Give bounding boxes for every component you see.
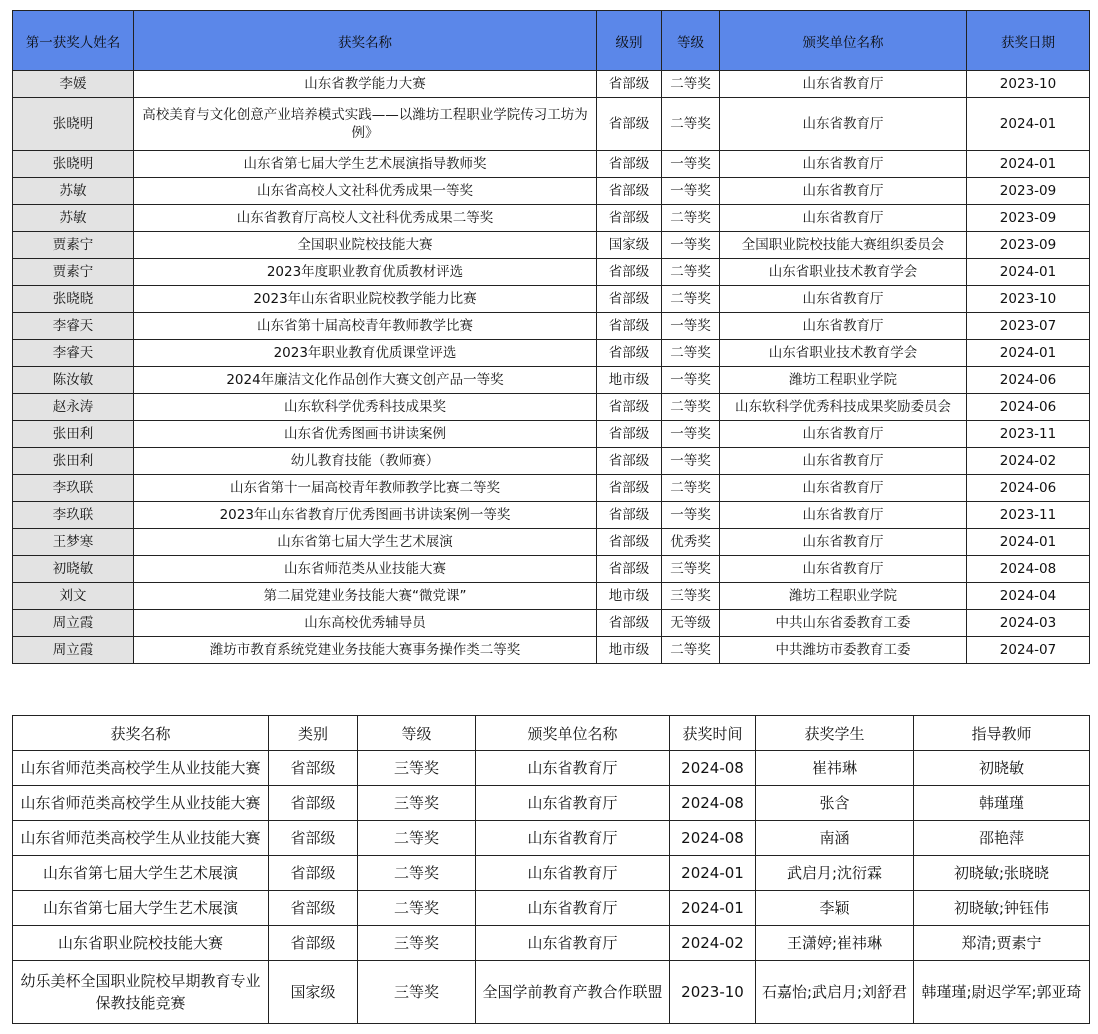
table-row: [13, 786, 1090, 821]
cell-grade: 一等奖: [662, 367, 720, 394]
table-row: [13, 259, 1090, 286]
cell-grade: 优秀奖: [662, 529, 720, 556]
cell-first-winner: 李玖联: [13, 502, 134, 529]
cell-first-winner: 张晓明: [13, 151, 134, 178]
cell-date: 2024-01: [967, 340, 1090, 367]
column-header-level: 级别: [597, 11, 662, 71]
cell-award-name: 山东省第七届大学生艺术展演指导教师奖: [134, 151, 597, 178]
cell-grade: 二等奖: [662, 394, 720, 421]
column-header-award-time: 获奖时间: [670, 716, 756, 751]
cell-award-time: 2024-01: [670, 856, 756, 891]
table-row: [13, 529, 1090, 556]
cell-award-name: 山东软科学优秀科技成果奖: [134, 394, 597, 421]
table-row: [13, 151, 1090, 178]
cell-issuer: 山东省教育厅: [720, 313, 967, 340]
cell-first-winner: 贾素宁: [13, 232, 134, 259]
cell-date: 2023-09: [967, 232, 1090, 259]
cell-students: 张含: [756, 786, 914, 821]
cell-issuer: 山东省教育厅: [720, 556, 967, 583]
cell-award-name: 山东省教育厅高校人文社科优秀成果二等奖: [134, 205, 597, 232]
cell-first-winner: 李玖联: [13, 475, 134, 502]
column-header-issuer: 颁奖单位名称: [720, 11, 967, 71]
cell-award-name: 山东省职业院校技能大赛: [13, 926, 269, 961]
cell-date: 2024-07: [967, 637, 1090, 664]
table-row: [13, 821, 1090, 856]
cell-first-winner: 张田利: [13, 448, 134, 475]
cell-level: 省部级: [597, 259, 662, 286]
cell-first-winner: 张晓明: [13, 98, 134, 151]
table-row: [13, 71, 1090, 98]
cell-award-name: 山东省师范类从业技能大赛: [134, 556, 597, 583]
cell-date: 2023-09: [967, 178, 1090, 205]
cell-issuer: 山东省职业技术教育学会: [720, 259, 967, 286]
table-row: [13, 891, 1090, 926]
table-row: [13, 856, 1090, 891]
cell-issuer: 山东软科学优秀科技成果奖励委员会: [720, 394, 967, 421]
cell-grade: 二等奖: [662, 71, 720, 98]
table-row: [13, 394, 1090, 421]
cell-award-name: 山东省师范类高校学生从业技能大赛: [13, 821, 269, 856]
cell-category: 省部级: [269, 786, 358, 821]
cell-issuer: 山东省教育厅: [720, 448, 967, 475]
cell-date: 2023-11: [967, 421, 1090, 448]
cell-date: 2023-09: [967, 205, 1090, 232]
cell-date: 2024-06: [967, 475, 1090, 502]
cell-issuer: 山东省教育厅: [476, 751, 670, 786]
cell-date: 2023-11: [967, 502, 1090, 529]
table-row: [13, 475, 1090, 502]
cell-students: 武启月;沈衍霖: [756, 856, 914, 891]
cell-grade: 一等奖: [662, 232, 720, 259]
table-row: [13, 583, 1090, 610]
cell-students: 王潇婷;崔祎琳: [756, 926, 914, 961]
cell-issuer: 山东省教育厅: [720, 502, 967, 529]
cell-award-time: 2024-01: [670, 891, 756, 926]
table-row: [13, 313, 1090, 340]
cell-grade: 无等级: [662, 610, 720, 637]
cell-award-name: 山东省教学能力大赛: [134, 71, 597, 98]
cell-award-name: 山东省高校人文社科优秀成果一等奖: [134, 178, 597, 205]
cell-award-name: 山东高校优秀辅导员: [134, 610, 597, 637]
table-row: [13, 502, 1090, 529]
cell-award-name: 2024年廉洁文化作品创作大赛文创产品一等奖: [134, 367, 597, 394]
cell-grade: 二等奖: [662, 98, 720, 151]
cell-level: 地市级: [597, 367, 662, 394]
cell-students: 李颖: [756, 891, 914, 926]
cell-level: 地市级: [597, 583, 662, 610]
cell-level: 省部级: [597, 394, 662, 421]
cell-first-winner: 李睿天: [13, 313, 134, 340]
cell-category: 国家级: [269, 961, 358, 1024]
cell-award-name: 高校美育与文化创意产业培养模式实践——以潍坊工程职业学院传习工坊为例》: [134, 98, 597, 151]
cell-date: 2024-03: [967, 610, 1090, 637]
cell-first-winner: 刘文: [13, 583, 134, 610]
cell-issuer: 全国职业院校技能大赛组织委员会: [720, 232, 967, 259]
cell-grade: 一等奖: [662, 502, 720, 529]
cell-issuer: 山东省职业技术教育学会: [720, 340, 967, 367]
cell-level: 省部级: [597, 502, 662, 529]
cell-issuer: 山东省教育厅: [476, 891, 670, 926]
cell-grade: 三等奖: [358, 961, 476, 1024]
cell-issuer: 山东省教育厅: [720, 421, 967, 448]
column-header-grade: 等级: [662, 11, 720, 71]
column-header-students: 获奖学生: [756, 716, 914, 751]
cell-grade: 二等奖: [662, 286, 720, 313]
cell-level: 省部级: [597, 151, 662, 178]
faculty-awards-table: [12, 10, 1090, 664]
cell-award-name: 2023年山东省职业院校教学能力比赛: [134, 286, 597, 313]
cell-issuer: 山东省教育厅: [476, 856, 670, 891]
cell-award-time: 2024-08: [670, 786, 756, 821]
cell-issuer: 中共潍坊市委教育工委: [720, 637, 967, 664]
cell-date: 2023-10: [967, 71, 1090, 98]
cell-award-name: 2023年职业教育优质课堂评选: [134, 340, 597, 367]
cell-issuer: 山东省教育厅: [476, 821, 670, 856]
cell-grade: 二等奖: [662, 340, 720, 367]
cell-date: 2023-10: [967, 286, 1090, 313]
table-row: [13, 751, 1090, 786]
cell-grade: 三等奖: [358, 751, 476, 786]
cell-first-winner: 张田利: [13, 421, 134, 448]
cell-first-winner: 苏敏: [13, 205, 134, 232]
cell-grade: 三等奖: [662, 583, 720, 610]
cell-first-winner: 周立霞: [13, 637, 134, 664]
cell-category: 省部级: [269, 821, 358, 856]
cell-level: 省部级: [597, 529, 662, 556]
cell-level: 省部级: [597, 205, 662, 232]
column-header-category: 类别: [269, 716, 358, 751]
cell-grade: 一等奖: [662, 421, 720, 448]
cell-grade: 一等奖: [662, 151, 720, 178]
cell-advisors: 初晓敏;钟钰伟: [914, 891, 1090, 926]
table-header-row: [13, 11, 1090, 71]
cell-students: 石嘉怡;武启月;刘舒君: [756, 961, 914, 1024]
cell-first-winner: 贾素宁: [13, 259, 134, 286]
cell-issuer: 山东省教育厅: [720, 529, 967, 556]
column-header-award-name: 获奖名称: [13, 716, 269, 751]
cell-issuer: 山东省教育厅: [720, 151, 967, 178]
cell-date: 2024-06: [967, 394, 1090, 421]
cell-grade: 三等奖: [358, 786, 476, 821]
cell-grade: 二等奖: [662, 205, 720, 232]
cell-first-winner: 李媛: [13, 71, 134, 98]
cell-level: 国家级: [597, 232, 662, 259]
table-row: [13, 961, 1090, 1024]
cell-category: 省部级: [269, 856, 358, 891]
cell-issuer: 山东省教育厅: [720, 286, 967, 313]
cell-date: 2024-08: [967, 556, 1090, 583]
cell-award-time: 2024-08: [670, 751, 756, 786]
table-row: [13, 340, 1090, 367]
cell-first-winner: 王梦寒: [13, 529, 134, 556]
cell-category: 省部级: [269, 891, 358, 926]
cell-students: 崔祎琳: [756, 751, 914, 786]
table-row: [13, 232, 1090, 259]
cell-award-name: 山东省师范类高校学生从业技能大赛: [13, 751, 269, 786]
cell-advisors: 郑清;贾素宁: [914, 926, 1090, 961]
cell-award-name: 潍坊市教育系统党建业务技能大赛事务操作类二等奖: [134, 637, 597, 664]
cell-date: 2024-01: [967, 529, 1090, 556]
cell-first-winner: 陈汝敏: [13, 367, 134, 394]
cell-grade: 二等奖: [358, 856, 476, 891]
cell-first-winner: 张晓晓: [13, 286, 134, 313]
cell-grade: 二等奖: [662, 475, 720, 502]
column-header-issuer: 颁奖单位名称: [476, 716, 670, 751]
cell-issuer: 中共山东省委教育工委: [720, 610, 967, 637]
cell-award-name: 2023年度职业教育优质教材评选: [134, 259, 597, 286]
cell-grade: 二等奖: [358, 891, 476, 926]
table-row: [13, 98, 1090, 151]
column-header-first-winner: 第一获奖人姓名: [13, 11, 134, 71]
cell-issuer: 山东省教育厅: [720, 98, 967, 151]
cell-issuer: 山东省教育厅: [476, 786, 670, 821]
cell-level: 省部级: [597, 556, 662, 583]
cell-level: 省部级: [597, 448, 662, 475]
cell-level: 省部级: [597, 313, 662, 340]
table-row: [13, 448, 1090, 475]
cell-level: 省部级: [597, 610, 662, 637]
cell-date: 2024-04: [967, 583, 1090, 610]
cell-issuer: 全国学前教育产教合作联盟: [476, 961, 670, 1024]
cell-level: 省部级: [597, 71, 662, 98]
cell-date: 2024-01: [967, 151, 1090, 178]
cell-issuer: 山东省教育厅: [720, 71, 967, 98]
table-row: [13, 556, 1090, 583]
cell-issuer: 潍坊工程职业学院: [720, 367, 967, 394]
cell-date: 2024-06: [967, 367, 1090, 394]
cell-advisors: 韩瑾瑾: [914, 786, 1090, 821]
cell-issuer: 潍坊工程职业学院: [720, 583, 967, 610]
column-header-award-name: 获奖名称: [134, 11, 597, 71]
cell-award-name: 2023年山东省教育厅优秀图画书讲读案例一等奖: [134, 502, 597, 529]
cell-category: 省部级: [269, 751, 358, 786]
column-header-advisors: 指导教师: [914, 716, 1090, 751]
cell-award-name: 山东省第七届大学生艺术展演: [13, 856, 269, 891]
cell-first-winner: 赵永涛: [13, 394, 134, 421]
cell-grade: 二等奖: [662, 637, 720, 664]
cell-award-name: 山东省师范类高校学生从业技能大赛: [13, 786, 269, 821]
cell-grade: 三等奖: [662, 556, 720, 583]
cell-grade: 一等奖: [662, 178, 720, 205]
cell-first-winner: 苏敏: [13, 178, 134, 205]
cell-first-winner: 李睿天: [13, 340, 134, 367]
table-row: [13, 286, 1090, 313]
table-row: [13, 421, 1090, 448]
cell-award-name: 全国职业院校技能大赛: [134, 232, 597, 259]
column-header-date: 获奖日期: [967, 11, 1090, 71]
cell-award-name: 山东省第十一届高校青年教师教学比赛二等奖: [134, 475, 597, 502]
table-row: [13, 610, 1090, 637]
cell-grade: 二等奖: [662, 259, 720, 286]
column-header-grade: 等级: [358, 716, 476, 751]
cell-award-name: 幼乐美杯全国职业院校早期教育专业保教技能竞赛: [13, 961, 269, 1024]
table-row: [13, 926, 1090, 961]
cell-award-time: 2023-10: [670, 961, 756, 1024]
cell-date: 2024-01: [967, 259, 1090, 286]
cell-award-name: 山东省第十届高校青年教师教学比赛: [134, 313, 597, 340]
table-row: [13, 178, 1090, 205]
cell-advisors: 邵艳萍: [914, 821, 1090, 856]
cell-grade: 一等奖: [662, 448, 720, 475]
cell-level: 省部级: [597, 286, 662, 313]
cell-issuer: 山东省教育厅: [720, 178, 967, 205]
cell-grade: 三等奖: [358, 926, 476, 961]
cell-award-name: 山东省第七届大学生艺术展演: [13, 891, 269, 926]
table-row: [13, 205, 1090, 232]
cell-level: 地市级: [597, 637, 662, 664]
cell-award-name: 第二届党建业务技能大赛“微党课”: [134, 583, 597, 610]
cell-level: 省部级: [597, 340, 662, 367]
cell-award-time: 2024-02: [670, 926, 756, 961]
cell-issuer: 山东省教育厅: [476, 926, 670, 961]
student-awards-table: [12, 715, 1090, 1024]
cell-level: 省部级: [597, 178, 662, 205]
cell-advisors: 初晓敏: [914, 751, 1090, 786]
cell-award-time: 2024-08: [670, 821, 756, 856]
cell-date: 2024-02: [967, 448, 1090, 475]
cell-students: 南涵: [756, 821, 914, 856]
cell-first-winner: 初晓敏: [13, 556, 134, 583]
cell-advisors: 韩瑾瑾;尉迟学军;郭亚琦: [914, 961, 1090, 1024]
cell-award-name: 山东省优秀图画书讲读案例: [134, 421, 597, 448]
table-row: [13, 367, 1090, 394]
cell-advisors: 初晓敏;张晓晓: [914, 856, 1090, 891]
cell-first-winner: 周立霞: [13, 610, 134, 637]
cell-award-name: 幼儿教育技能（教师赛）: [134, 448, 597, 475]
cell-level: 省部级: [597, 421, 662, 448]
cell-date: 2023-07: [967, 313, 1090, 340]
cell-grade: 一等奖: [662, 313, 720, 340]
cell-level: 省部级: [597, 475, 662, 502]
cell-level: 省部级: [597, 98, 662, 151]
table-row: [13, 637, 1090, 664]
cell-date: 2024-01: [967, 98, 1090, 151]
cell-issuer: 山东省教育厅: [720, 475, 967, 502]
table-header-row: [13, 716, 1090, 751]
cell-grade: 二等奖: [358, 821, 476, 856]
cell-category: 省部级: [269, 926, 358, 961]
cell-award-name: 山东省第七届大学生艺术展演: [134, 529, 597, 556]
cell-issuer: 山东省教育厅: [720, 205, 967, 232]
